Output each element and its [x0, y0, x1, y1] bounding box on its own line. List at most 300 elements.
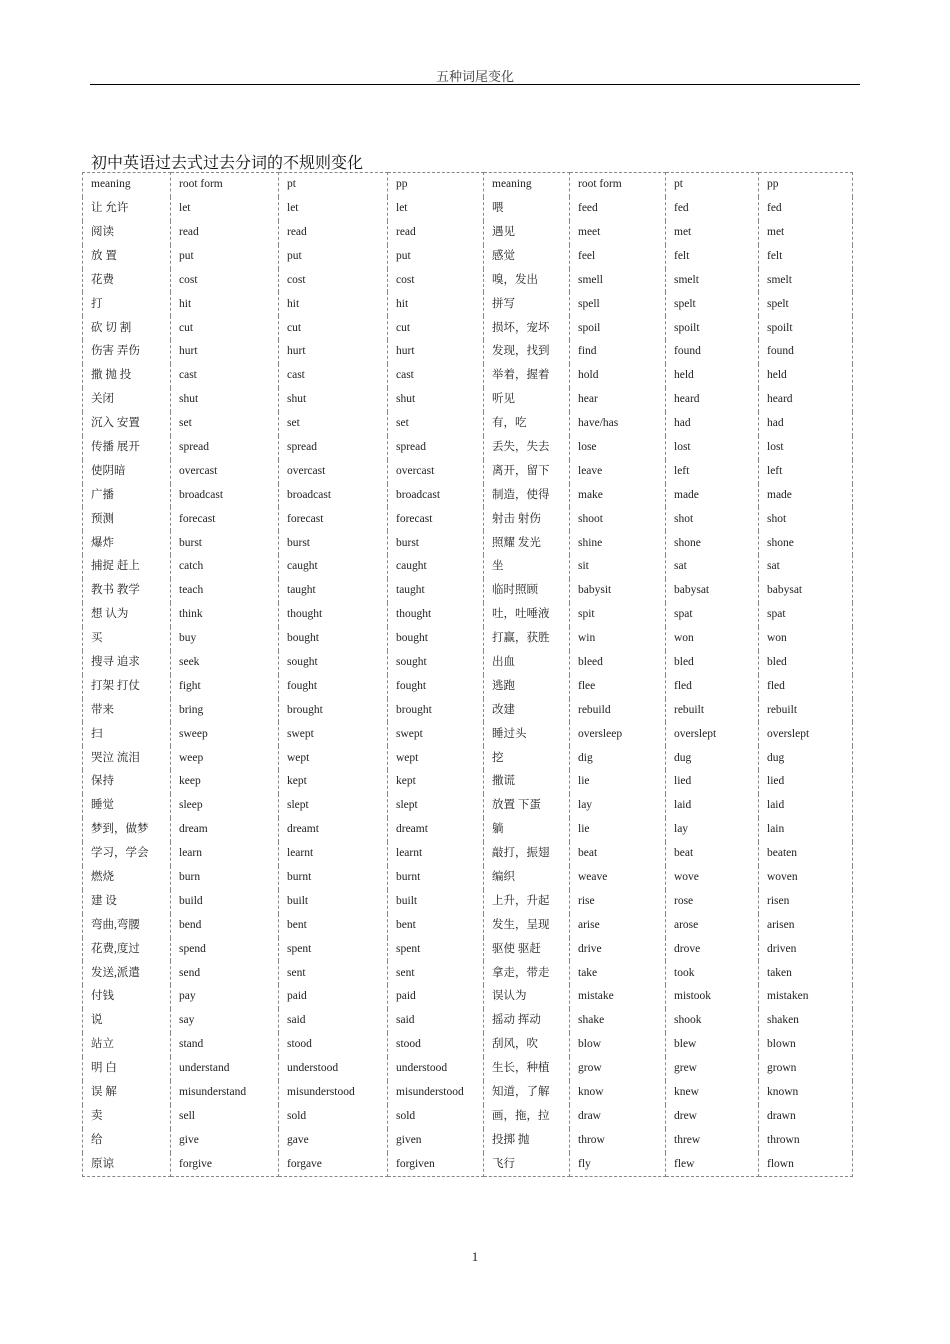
- meaning-cell: 发送,派遣: [83, 961, 171, 985]
- meaning-cell: 阅读: [83, 221, 171, 245]
- meaning-cell: 预测: [83, 507, 171, 531]
- table-row: [83, 507, 853, 531]
- past-tense-cell: swept: [279, 722, 388, 746]
- table-row: [83, 890, 853, 914]
- past-tense-cell: learnt: [279, 842, 388, 866]
- root-form-cell: learn: [171, 842, 279, 866]
- meaning-cell: 飞行: [484, 1153, 570, 1177]
- past-tense-cell: forgave: [279, 1153, 388, 1177]
- past-participle-cell: read: [388, 221, 484, 245]
- past-tense-cell: let: [279, 197, 388, 221]
- past-participle-cell: drawn: [759, 1105, 853, 1129]
- past-participle-cell: built: [388, 890, 484, 914]
- past-tense-cell: fled: [666, 675, 759, 699]
- past-participle-cell: burst: [388, 531, 484, 555]
- past-participle-cell: found: [759, 340, 853, 364]
- document-title: 初中英语过去式过去分词的不规则变化: [91, 155, 364, 172]
- meaning-cell: 知道，了解: [484, 1081, 570, 1105]
- past-tense-cell: sat: [666, 555, 759, 579]
- past-tense-cell: held: [666, 364, 759, 388]
- past-tense-cell: lay: [666, 818, 759, 842]
- table-row: [83, 340, 853, 364]
- meaning-cell: 砍 切 割: [83, 316, 171, 340]
- past-tense-cell: set: [279, 412, 388, 436]
- past-tense-cell: fed: [666, 197, 759, 221]
- past-participle-cell: understood: [388, 1057, 484, 1081]
- table-row: [83, 914, 853, 938]
- root-form-cell: leave: [570, 460, 666, 484]
- past-participle-cell: shut: [388, 388, 484, 412]
- root-form-cell: cast: [171, 364, 279, 388]
- past-tense-cell: read: [279, 221, 388, 245]
- past-tense-cell: babysat: [666, 579, 759, 603]
- root-form-cell: drive: [570, 938, 666, 962]
- meaning-cell: 花费: [83, 269, 171, 293]
- meaning-cell: 制造，使得: [484, 484, 570, 508]
- meaning-cell: 挖: [484, 746, 570, 770]
- root-form-cell: hear: [570, 388, 666, 412]
- meaning-cell: 睡觉: [83, 794, 171, 818]
- root-form-cell: bleed: [570, 651, 666, 675]
- table-row: [83, 197, 853, 221]
- table-row: [83, 651, 853, 675]
- past-tense-cell: gave: [279, 1129, 388, 1153]
- column-header: meaning: [83, 173, 171, 197]
- meaning-cell: 放置 下蛋: [484, 794, 570, 818]
- past-tense-cell: overslept: [666, 722, 759, 746]
- root-form-cell: fly: [570, 1153, 666, 1177]
- table-row: [83, 770, 853, 794]
- past-participle-cell: lied: [759, 770, 853, 794]
- root-form-cell: hit: [171, 292, 279, 316]
- past-participle-cell: mistaken: [759, 985, 853, 1009]
- table-row: [83, 436, 853, 460]
- past-participle-cell: fled: [759, 675, 853, 699]
- root-form-cell: seek: [171, 651, 279, 675]
- past-tense-cell: drove: [666, 938, 759, 962]
- past-participle-cell: had: [759, 412, 853, 436]
- past-tense-cell: understood: [279, 1057, 388, 1081]
- past-participle-cell: heard: [759, 388, 853, 412]
- past-tense-cell: lost: [666, 436, 759, 460]
- past-participle-cell: learnt: [388, 842, 484, 866]
- root-form-cell: dig: [570, 746, 666, 770]
- table-row: [83, 412, 853, 436]
- root-form-cell: smell: [570, 269, 666, 293]
- past-tense-cell: rose: [666, 890, 759, 914]
- root-form-cell: catch: [171, 555, 279, 579]
- table-row: [83, 460, 853, 484]
- past-participle-cell: known: [759, 1081, 853, 1105]
- root-form-cell: spend: [171, 938, 279, 962]
- past-participle-cell: spent: [388, 938, 484, 962]
- past-participle-cell: rebuilt: [759, 699, 853, 723]
- column-header: pt: [279, 173, 388, 197]
- past-tense-cell: spelt: [666, 292, 759, 316]
- past-participle-cell: forgiven: [388, 1153, 484, 1177]
- root-form-cell: cut: [171, 316, 279, 340]
- table-row: [83, 292, 853, 316]
- past-tense-cell: laid: [666, 794, 759, 818]
- root-form-cell: sleep: [171, 794, 279, 818]
- root-form-cell: forgive: [171, 1153, 279, 1177]
- past-tense-cell: shone: [666, 531, 759, 555]
- table-row: [83, 746, 853, 770]
- past-participle-cell: swept: [388, 722, 484, 746]
- root-form-cell: spoil: [570, 316, 666, 340]
- meaning-cell: 发现，找到: [484, 340, 570, 364]
- past-participle-cell: sent: [388, 961, 484, 985]
- meaning-cell: 爆炸: [83, 531, 171, 555]
- past-participle-cell: woven: [759, 866, 853, 890]
- meaning-cell: 保持: [83, 770, 171, 794]
- past-tense-cell: blew: [666, 1033, 759, 1057]
- table-header-row: [83, 173, 853, 197]
- past-participle-cell: sat: [759, 555, 853, 579]
- past-tense-cell: rebuilt: [666, 699, 759, 723]
- past-participle-cell: dug: [759, 746, 853, 770]
- root-form-cell: feel: [570, 245, 666, 269]
- meaning-cell: 哭泣 流泪: [83, 746, 171, 770]
- root-form-cell: oversleep: [570, 722, 666, 746]
- meaning-cell: 让 允许: [83, 197, 171, 221]
- meaning-cell: 撒谎: [484, 770, 570, 794]
- past-tense-cell: cast: [279, 364, 388, 388]
- past-tense-cell: wove: [666, 866, 759, 890]
- past-tense-cell: bled: [666, 651, 759, 675]
- past-tense-cell: made: [666, 484, 759, 508]
- meaning-cell: 射击 射伤: [484, 507, 570, 531]
- meaning-cell: 说: [83, 1009, 171, 1033]
- table-row: [83, 818, 853, 842]
- meaning-cell: 传播 展开: [83, 436, 171, 460]
- past-participle-cell: dreamt: [388, 818, 484, 842]
- past-participle-cell: made: [759, 484, 853, 508]
- past-participle-cell: cast: [388, 364, 484, 388]
- meaning-cell: 带来: [83, 699, 171, 723]
- meaning-cell: 丢失，失去: [484, 436, 570, 460]
- past-participle-cell: driven: [759, 938, 853, 962]
- meaning-cell: 照耀 发光: [484, 531, 570, 555]
- root-form-cell: sit: [570, 555, 666, 579]
- meaning-cell: 捕捉 赶上: [83, 555, 171, 579]
- past-tense-cell: stood: [279, 1033, 388, 1057]
- past-tense-cell: sought: [279, 651, 388, 675]
- meaning-cell: 睡过头: [484, 722, 570, 746]
- past-participle-cell: stood: [388, 1033, 484, 1057]
- meaning-cell: 发生，呈现: [484, 914, 570, 938]
- past-participle-cell: grown: [759, 1057, 853, 1081]
- meaning-cell: 逃跑: [484, 675, 570, 699]
- root-form-cell: broadcast: [171, 484, 279, 508]
- table-row: [83, 245, 853, 269]
- table-row: [83, 316, 853, 340]
- past-tense-cell: threw: [666, 1129, 759, 1153]
- past-participle-cell: kept: [388, 770, 484, 794]
- column-header: pp: [388, 173, 484, 197]
- root-form-cell: lose: [570, 436, 666, 460]
- meaning-cell: 敲打，振翅: [484, 842, 570, 866]
- past-participle-cell: arisen: [759, 914, 853, 938]
- past-tense-cell: hurt: [279, 340, 388, 364]
- past-tense-cell: felt: [666, 245, 759, 269]
- meaning-cell: 生长，种植: [484, 1057, 570, 1081]
- past-participle-cell: bled: [759, 651, 853, 675]
- root-form-cell: hold: [570, 364, 666, 388]
- past-participle-cell: slept: [388, 794, 484, 818]
- meaning-cell: 误 解: [83, 1081, 171, 1105]
- root-form-cell: hurt: [171, 340, 279, 364]
- root-form-cell: sweep: [171, 722, 279, 746]
- past-tense-cell: dreamt: [279, 818, 388, 842]
- past-participle-cell: sold: [388, 1105, 484, 1129]
- meaning-cell: 想 认为: [83, 603, 171, 627]
- past-participle-cell: held: [759, 364, 853, 388]
- root-form-cell: dream: [171, 818, 279, 842]
- past-tense-cell: cost: [279, 269, 388, 293]
- past-tense-cell: thought: [279, 603, 388, 627]
- past-tense-cell: paid: [279, 985, 388, 1009]
- root-form-cell: read: [171, 221, 279, 245]
- past-participle-cell: shone: [759, 531, 853, 555]
- meaning-cell: 广播: [83, 484, 171, 508]
- table-row: [83, 1153, 853, 1177]
- root-form-cell: burn: [171, 866, 279, 890]
- meaning-cell: 放 置: [83, 245, 171, 269]
- root-form-cell: grow: [570, 1057, 666, 1081]
- root-form-cell: fight: [171, 675, 279, 699]
- past-participle-cell: said: [388, 1009, 484, 1033]
- past-tense-cell: caught: [279, 555, 388, 579]
- past-participle-cell: hurt: [388, 340, 484, 364]
- meaning-cell: 花费,度过: [83, 938, 171, 962]
- root-form-cell: stand: [171, 1033, 279, 1057]
- past-participle-cell: misunderstood: [388, 1081, 484, 1105]
- root-form-cell: spell: [570, 292, 666, 316]
- past-participle-cell: burnt: [388, 866, 484, 890]
- past-tense-cell: broadcast: [279, 484, 388, 508]
- past-participle-cell: blown: [759, 1033, 853, 1057]
- past-participle-cell: fought: [388, 675, 484, 699]
- root-form-cell: let: [171, 197, 279, 221]
- meaning-cell: 付钱: [83, 985, 171, 1009]
- meaning-cell: 弯曲,弯腰: [83, 914, 171, 938]
- table-row: [83, 1033, 853, 1057]
- root-form-cell: bend: [171, 914, 279, 938]
- meaning-cell: 吐，吐唾液: [484, 603, 570, 627]
- table-row: [83, 221, 853, 245]
- past-participle-cell: cut: [388, 316, 484, 340]
- meaning-cell: 使阴暗: [83, 460, 171, 484]
- root-form-cell: throw: [570, 1129, 666, 1153]
- table-row: [83, 531, 853, 555]
- root-form-cell: mistake: [570, 985, 666, 1009]
- past-tense-cell: spat: [666, 603, 759, 627]
- table-row: [83, 675, 853, 699]
- past-tense-cell: bent: [279, 914, 388, 938]
- past-participle-cell: left: [759, 460, 853, 484]
- past-tense-cell: taught: [279, 579, 388, 603]
- root-form-cell: know: [570, 1081, 666, 1105]
- past-tense-cell: burnt: [279, 866, 388, 890]
- root-form-cell: spread: [171, 436, 279, 460]
- root-form-cell: make: [570, 484, 666, 508]
- past-tense-cell: spent: [279, 938, 388, 962]
- past-tense-cell: spoilt: [666, 316, 759, 340]
- meaning-cell: 梦到，做梦: [83, 818, 171, 842]
- past-participle-cell: babysat: [759, 579, 853, 603]
- past-tense-cell: took: [666, 961, 759, 985]
- past-tense-cell: had: [666, 412, 759, 436]
- past-participle-cell: overslept: [759, 722, 853, 746]
- past-participle-cell: hit: [388, 292, 484, 316]
- meaning-cell: 撒 抛 投: [83, 364, 171, 388]
- root-form-cell: sell: [171, 1105, 279, 1129]
- past-participle-cell: flown: [759, 1153, 853, 1177]
- past-tense-cell: built: [279, 890, 388, 914]
- meaning-cell: 上升，升起: [484, 890, 570, 914]
- meaning-cell: 拼写: [484, 292, 570, 316]
- past-tense-cell: arose: [666, 914, 759, 938]
- past-participle-cell: fed: [759, 197, 853, 221]
- past-participle-cell: cost: [388, 269, 484, 293]
- past-participle-cell: won: [759, 627, 853, 651]
- meaning-cell: 明 白: [83, 1057, 171, 1081]
- past-tense-cell: mistook: [666, 985, 759, 1009]
- table-row: [83, 388, 853, 412]
- meaning-cell: 听见: [484, 388, 570, 412]
- root-form-cell: weep: [171, 746, 279, 770]
- past-tense-cell: grew: [666, 1057, 759, 1081]
- table-row: [83, 938, 853, 962]
- root-form-cell: bring: [171, 699, 279, 723]
- meaning-cell: 出血: [484, 651, 570, 675]
- root-form-cell: send: [171, 961, 279, 985]
- meaning-cell: 搜寻 追求: [83, 651, 171, 675]
- column-header: pp: [759, 173, 853, 197]
- past-participle-cell: spoilt: [759, 316, 853, 340]
- past-tense-cell: sent: [279, 961, 388, 985]
- past-participle-cell: thought: [388, 603, 484, 627]
- meaning-cell: 卖: [83, 1105, 171, 1129]
- column-header: root form: [570, 173, 666, 197]
- root-form-cell: rebuild: [570, 699, 666, 723]
- past-tense-cell: won: [666, 627, 759, 651]
- past-participle-cell: caught: [388, 555, 484, 579]
- meaning-cell: 打赢，获胜: [484, 627, 570, 651]
- table-row: [83, 842, 853, 866]
- root-form-cell: blow: [570, 1033, 666, 1057]
- past-participle-cell: overcast: [388, 460, 484, 484]
- table-row: [83, 484, 853, 508]
- root-form-cell: give: [171, 1129, 279, 1153]
- meaning-cell: 改建: [484, 699, 570, 723]
- past-tense-cell: cut: [279, 316, 388, 340]
- past-participle-cell: risen: [759, 890, 853, 914]
- past-participle-cell: bent: [388, 914, 484, 938]
- past-tense-cell: shot: [666, 507, 759, 531]
- meaning-cell: 教书 教学: [83, 579, 171, 603]
- root-form-cell: lay: [570, 794, 666, 818]
- past-tense-cell: sold: [279, 1105, 388, 1129]
- root-form-cell: shine: [570, 531, 666, 555]
- past-participle-cell: set: [388, 412, 484, 436]
- past-participle-cell: thrown: [759, 1129, 853, 1153]
- past-participle-cell: bought: [388, 627, 484, 651]
- past-participle-cell: broadcast: [388, 484, 484, 508]
- root-form-cell: say: [171, 1009, 279, 1033]
- root-form-cell: draw: [570, 1105, 666, 1129]
- meaning-cell: 学习，学会: [83, 842, 171, 866]
- header-rule: [90, 84, 860, 85]
- table-row: [83, 269, 853, 293]
- root-form-cell: meet: [570, 221, 666, 245]
- irregular-verb-table: [82, 172, 853, 1177]
- past-tense-cell: heard: [666, 388, 759, 412]
- past-participle-cell: shaken: [759, 1009, 853, 1033]
- past-participle-cell: brought: [388, 699, 484, 723]
- root-form-cell: flee: [570, 675, 666, 699]
- meaning-cell: 举着，握着: [484, 364, 570, 388]
- table-row: [83, 794, 853, 818]
- meaning-cell: 伤害 弄伤: [83, 340, 171, 364]
- root-form-cell: lie: [570, 818, 666, 842]
- meaning-cell: 驱使 驱赶: [484, 938, 570, 962]
- past-participle-cell: shot: [759, 507, 853, 531]
- root-form-cell: forecast: [171, 507, 279, 531]
- table-row: [83, 1081, 853, 1105]
- meaning-cell: 扫: [83, 722, 171, 746]
- root-form-cell: shoot: [570, 507, 666, 531]
- column-header: meaning: [484, 173, 570, 197]
- root-form-cell: cost: [171, 269, 279, 293]
- table-row: [83, 866, 853, 890]
- meaning-cell: 坐: [484, 555, 570, 579]
- past-participle-cell: spat: [759, 603, 853, 627]
- root-form-cell: babysit: [570, 579, 666, 603]
- meaning-cell: 嗅，发出: [484, 269, 570, 293]
- past-participle-cell: paid: [388, 985, 484, 1009]
- past-participle-cell: beaten: [759, 842, 853, 866]
- root-form-cell: lie: [570, 770, 666, 794]
- table-row: [83, 699, 853, 723]
- table-row: [83, 722, 853, 746]
- meaning-cell: 燃烧: [83, 866, 171, 890]
- past-tense-cell: met: [666, 221, 759, 245]
- past-participle-cell: laid: [759, 794, 853, 818]
- table-row: [83, 985, 853, 1009]
- past-tense-cell: wept: [279, 746, 388, 770]
- table-row: [83, 364, 853, 388]
- meaning-cell: 给: [83, 1129, 171, 1153]
- past-tense-cell: brought: [279, 699, 388, 723]
- root-form-cell: find: [570, 340, 666, 364]
- past-tense-cell: overcast: [279, 460, 388, 484]
- past-participle-cell: let: [388, 197, 484, 221]
- column-header: root form: [171, 173, 279, 197]
- past-tense-cell: slept: [279, 794, 388, 818]
- meaning-cell: 沉入 安置: [83, 412, 171, 436]
- meaning-cell: 摇动 挥动: [484, 1009, 570, 1033]
- table-row: [83, 1057, 853, 1081]
- meaning-cell: 打: [83, 292, 171, 316]
- past-participle-cell: lost: [759, 436, 853, 460]
- meaning-cell: 打架 打仗: [83, 675, 171, 699]
- past-tense-cell: lied: [666, 770, 759, 794]
- meaning-cell: 临时照顾: [484, 579, 570, 603]
- meaning-cell: 拿走，带走: [484, 961, 570, 985]
- verb-table-body: [83, 173, 853, 1177]
